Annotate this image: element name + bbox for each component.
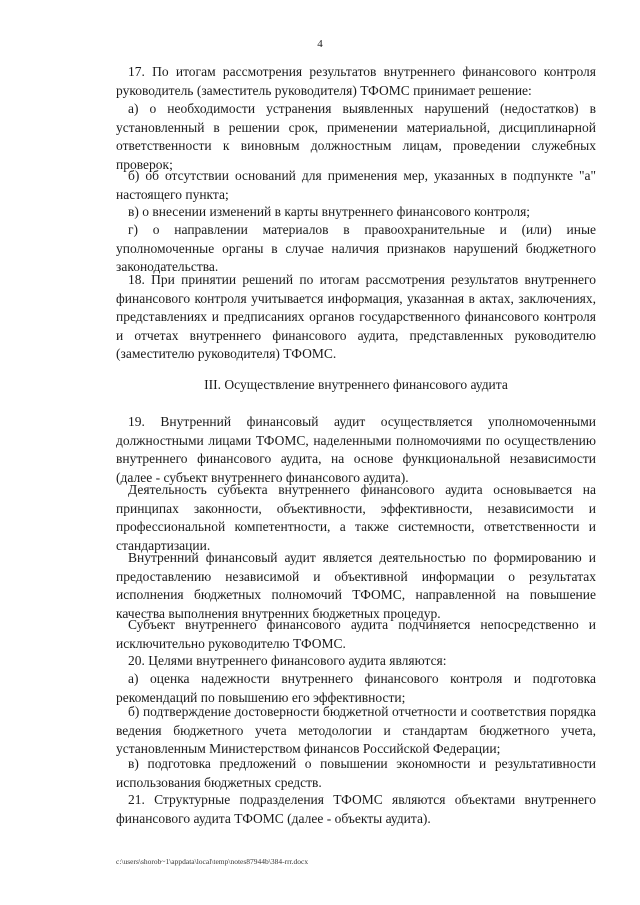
paragraph-20b: б) подтверждение достоверности бюджетной отчетности и соответствия порядка ведения бюджетного учета методологии и стандартам бюджетного учета, установленным Министерством финансов Российской Федерации; xyxy=(116,704,596,756)
paragraph-20v: в) подготовка предложений о повышении экономности и результативности использования бюджетных средств. xyxy=(116,756,596,790)
paragraph-20a: а) оценка надежности внутреннего финансового контроля и подготовка рекомендаций по повышению его эффективности; xyxy=(116,671,596,705)
paragraph-19-principles: Деятельность субъекта внутреннего финансового аудита основывается на принципах законности, объективности, эффективности, независимости и профессиональной компетентности, а также системности, ответственности и стандартизации. xyxy=(116,482,596,553)
paragraph-19-subordination: Субъект внутреннего финансового аудита подчиняется непосредственно и исключительно руководителю ТФОМС. xyxy=(116,617,596,651)
paragraph-17g: г) о направлении материалов в правоохранительные и (или) иные уполномоченные органы в случае наличия признаков нарушений бюджетного законодательства. xyxy=(116,222,596,274)
paragraph-17a: а) о необходимости устранения выявленных нарушений (недостатков) в установленный в решении срок, применении материальной, дисциплинарной ответственности к виновным должностным лицам, проведении служебных проверок; xyxy=(116,101,596,172)
paragraph-21: 21. Структурные подразделения ТФОМС являются объектами внутреннего финансового аудита ТФОМС (далее - объекты аудита). xyxy=(116,792,596,826)
paragraph-17b: б) об отсутствии оснований для применения мер, указанных в подпункте "а" настоящего пункта; xyxy=(116,168,596,202)
footer-file-path: c:\users\shorob~1\appdata\local\temp\notes87944b\384-rrr.docx xyxy=(116,857,309,866)
paragraph-17: 17. По итогам рассмотрения результатов внутреннего финансового контроля руководитель (заместитель руководителя) ТФОМС принимает решение: xyxy=(116,64,596,98)
section-heading: III. Осуществление внутреннего финансового аудита xyxy=(204,377,508,392)
paragraph-19: 19. Внутренний финансовый аудит осуществляется уполномоченными должностными лицами ТФОМС, наделенными полномочиями по осуществлению внутреннего финансового аудита, на основе функциональной независимости (далее - субъект внутреннего финансового аудита). xyxy=(116,414,596,485)
paragraph-18: 18. При принятии решений по итогам рассмотрения результатов внутреннего финансового контроля учитывается информация, указанная в актах, заключениях, представлениях и предписаниях органов государственного финансового контроля и отчетах внутреннего финансового аудита, представленных руководителю (заместителю руководителя) ТФОМС. xyxy=(116,272,596,361)
paragraph-17v: в) о внесении изменений в карты внутреннего финансового контроля; xyxy=(128,204,531,219)
paragraph-19-definition: Внутренний финансовый аудит является деятельностью по формированию и предоставлению независимой и объективной информации о результатах исполнения бюджетных полномочий ТФОМС, направленной на повышение качества выполнения внутренних бюджетных процедур. xyxy=(116,550,596,621)
paragraph-20: 20. Целями внутреннего финансового аудита являются: xyxy=(128,653,447,668)
page-number: 4 xyxy=(317,38,323,50)
